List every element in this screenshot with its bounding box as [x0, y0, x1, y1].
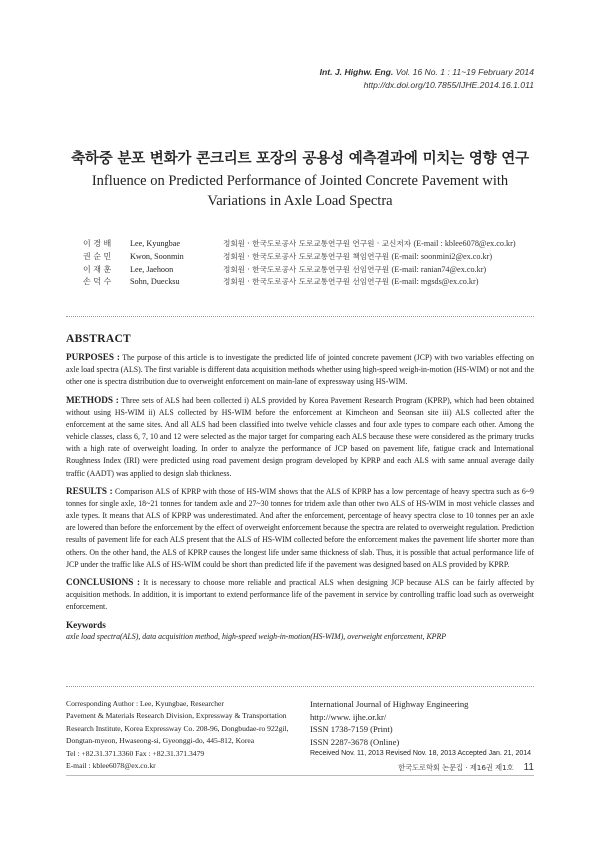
issn-print: ISSN 1738-7159 (Print) — [310, 724, 393, 735]
methods-text: Three sets of ALS had been collected i) ALS provided by Korea Pavement Research Program (KPRP), which had been obtained without using HS-WIM ii) ALS collected by HS-WIM before the enforcement at Kimcheon and Seonsan site iii) ALS collected after the enforcement at the same sites. And all ALS had been classified into twelve vehicle classes and four axle types to compare each other. Among the vehicle classes, class 6, 7, 10 and 12 were selected as the major target for comparing each ALS because these were considered as the primary trucks with a high rate of overweight loading. In order to analyze the performance of JCP based on pavement life, fatigue crack and International Roughness Index (IRI) were predicted using road pavement design program developed by KPRP and each ALS with same annual average daily traffic (AADT) was applied to design slab thickness. — [66, 395, 534, 478]
section-divider — [66, 686, 534, 687]
title-korean: 축하중 분포 변화가 콘크리트 포장의 공용성 예측결과에 미치는 영향 연구 — [71, 151, 529, 167]
affiliation-text: 정회원 · 한국도로공사 도로교통연구원 선임연구원 — [223, 264, 390, 274]
running-header — [320, 66, 534, 92]
abstract-conclusions — [66, 576, 534, 613]
author-email: (E-mail: mgsds@ex.co.kr) — [391, 277, 479, 287]
purposes-label: PURPOSES : — [66, 352, 120, 363]
author-name-en: Sohn, Duecksu — [130, 277, 180, 287]
footer-journal-ko: 한국도로학회 논문집 · 제16권 제1호 — [398, 763, 514, 772]
submission-dates: Received Nov. 11, 2013 Revised Nov. 18, 2013 Accepted Jan. 21, 2014 — [310, 750, 532, 758]
author-email: (E-mail : kblee6078@ex.co.kr) — [413, 239, 516, 248]
author-name-en: Lee, Jaehoon — [130, 264, 174, 274]
author-email: (E-mail: ranian74@ex.co.kr) — [391, 264, 487, 274]
abstract-results — [66, 485, 534, 571]
author-row — [83, 238, 516, 251]
author-row — [83, 251, 516, 264]
journal-name: International Journal of Highway Engineering — [310, 699, 469, 709]
journal-url[interactable]: http://www. ijhe.or.kr/ — [310, 711, 387, 722]
author-name-en: Lee, Kyungbae — [130, 239, 181, 248]
conclusions-label: CONCLUSIONS : — [66, 576, 141, 587]
author-name-ko: 이 재 훈 — [83, 264, 112, 274]
methods-label: METHODS : — [66, 394, 119, 405]
author-affiliation — [223, 251, 492, 264]
author-name-en: Kwon, Soonmin — [130, 251, 184, 261]
keywords-heading: Keywords — [66, 620, 106, 631]
affiliation-text: 정회원 · 한국도로공사 도로교통연구원 연구원 · 교신저자 — [223, 239, 412, 248]
abstract-purposes — [66, 351, 534, 388]
journal-info-block — [310, 698, 560, 761]
results-text: Comparison ALS of KPRP with those of HS-WIM shows that the ALS of KPRP has a low percentage of heavy spectra such as 6~9 tonnes for single axle, 18~21 tonnes for tandem axle and 27~30 tonnes for tridem axle than other two ALS of HS-WIM in most vehicle classes and axle types. It means that ALS of KPRP was underestimated. And after the enforcement, percentage of heavy spectra close to 10 tonnes per an axle are lowered than before the enforcement by the effect of overweight enforcement because the spectra are related to overweight regulation. Prediction results of pavement life for each ALS present that the ALS of HS-WIM collected before the enforcement makes the pavement life shorter more than others. On the other hand, the ALS of KPRP causes the longest life under same thickness of slab. Thus, it is possible that actual performance life of JCP under the traffic like ALS of HS-WIM could be short than predicted life if the pavement was designed based on ALS provided by KPRP. — [66, 486, 534, 569]
author-affiliation — [223, 264, 486, 277]
corresponding-line: E-mail : kblee6078@ex.co.kr — [66, 761, 156, 771]
affiliation-text: 정회원 · 한국도로공사 도로교통연구원 선임연구원 — [223, 277, 390, 287]
corresponding-line: Pavement & Materials Research Division, Expressway & Transportation — [66, 711, 287, 721]
abstract-methods — [66, 394, 534, 480]
author-email: (E-mail: soonmini2@ex.co.kr) — [391, 251, 493, 261]
author-list — [83, 238, 516, 289]
author-affiliation — [223, 276, 478, 289]
doi-link[interactable]: http://dx.doi.org/10.7855/IJHE.2014.16.1.011 — [363, 80, 534, 90]
journal-volume-line — [320, 66, 534, 79]
author-name-ko: 이 경 배 — [83, 239, 112, 248]
corresponding-line: Dongtan-myeon, Hwaseong-si, Gyeonggi-do, 445-812, Korea — [66, 736, 255, 746]
corresponding-line: Tel : +82.31.371.3360 Fax : +82.31.371.3479 — [66, 748, 205, 758]
results-label: RESULTS : — [66, 485, 113, 496]
keywords-text: axle load spectra(ALS), data acquisition method, high-speed weigh-in-motion(HS-WIM), overweight enforcement, KPRP — [66, 632, 447, 642]
author-row — [83, 264, 516, 277]
volume-info: Vol. 16 No. 1 : 11~19 February 2014 — [395, 67, 534, 77]
title-english: Influence on Predicted Performance of Jointed Concrete Pavement with Variations in Axle Load Spectra — [91, 173, 509, 209]
issn-online: ISSN 2287-3678 (Online) — [310, 736, 400, 747]
author-affiliation — [223, 238, 516, 251]
abstract-section — [66, 333, 534, 644]
abstract-heading: ABSTRACT — [66, 333, 132, 345]
purposes-text: The purpose of this article is to investigate the predicted life of jointed concrete pavement (JCP) with two variables effecting on axle load spectra (ALS). The first variable is different data acquisition methods whether using high-speed weigh-in-motion (HS-WIM) or not and the other one is spectra distribution due to overweight enforcement on main-lane of expressway using HS-WIM. — [66, 353, 534, 387]
author-name-ko: 손 덕 수 — [83, 277, 112, 287]
section-divider — [66, 316, 534, 317]
author-name-ko: 권 순 민 — [83, 251, 112, 261]
page-footer — [398, 762, 534, 773]
page-number: 11 — [523, 762, 534, 773]
corresponding-line: Research Institute, Korea Expressway Co. 208-96, Dongbudae-ro 922gil, — [66, 723, 289, 733]
footer-rule — [66, 775, 534, 776]
affiliation-text: 정회원 · 한국도로공사 도로교통연구원 책임연구원 — [223, 251, 390, 261]
journal-abbreviation: Int. J. Highw. Eng. — [319, 67, 394, 77]
corresponding-line: Corresponding Author : Lee, Kyungbae, Researcher — [66, 699, 224, 708]
conclusions-text: It is necessary to choose more reliable and practical ALS when designing JCP because ALS can be fairly affected by acquisition methods. In addition, it is important to extend performance life of the pavement in service by controlling traffic load such as overweight enforcement. — [66, 577, 534, 612]
author-row — [83, 276, 516, 289]
corresponding-author-block — [66, 698, 298, 772]
